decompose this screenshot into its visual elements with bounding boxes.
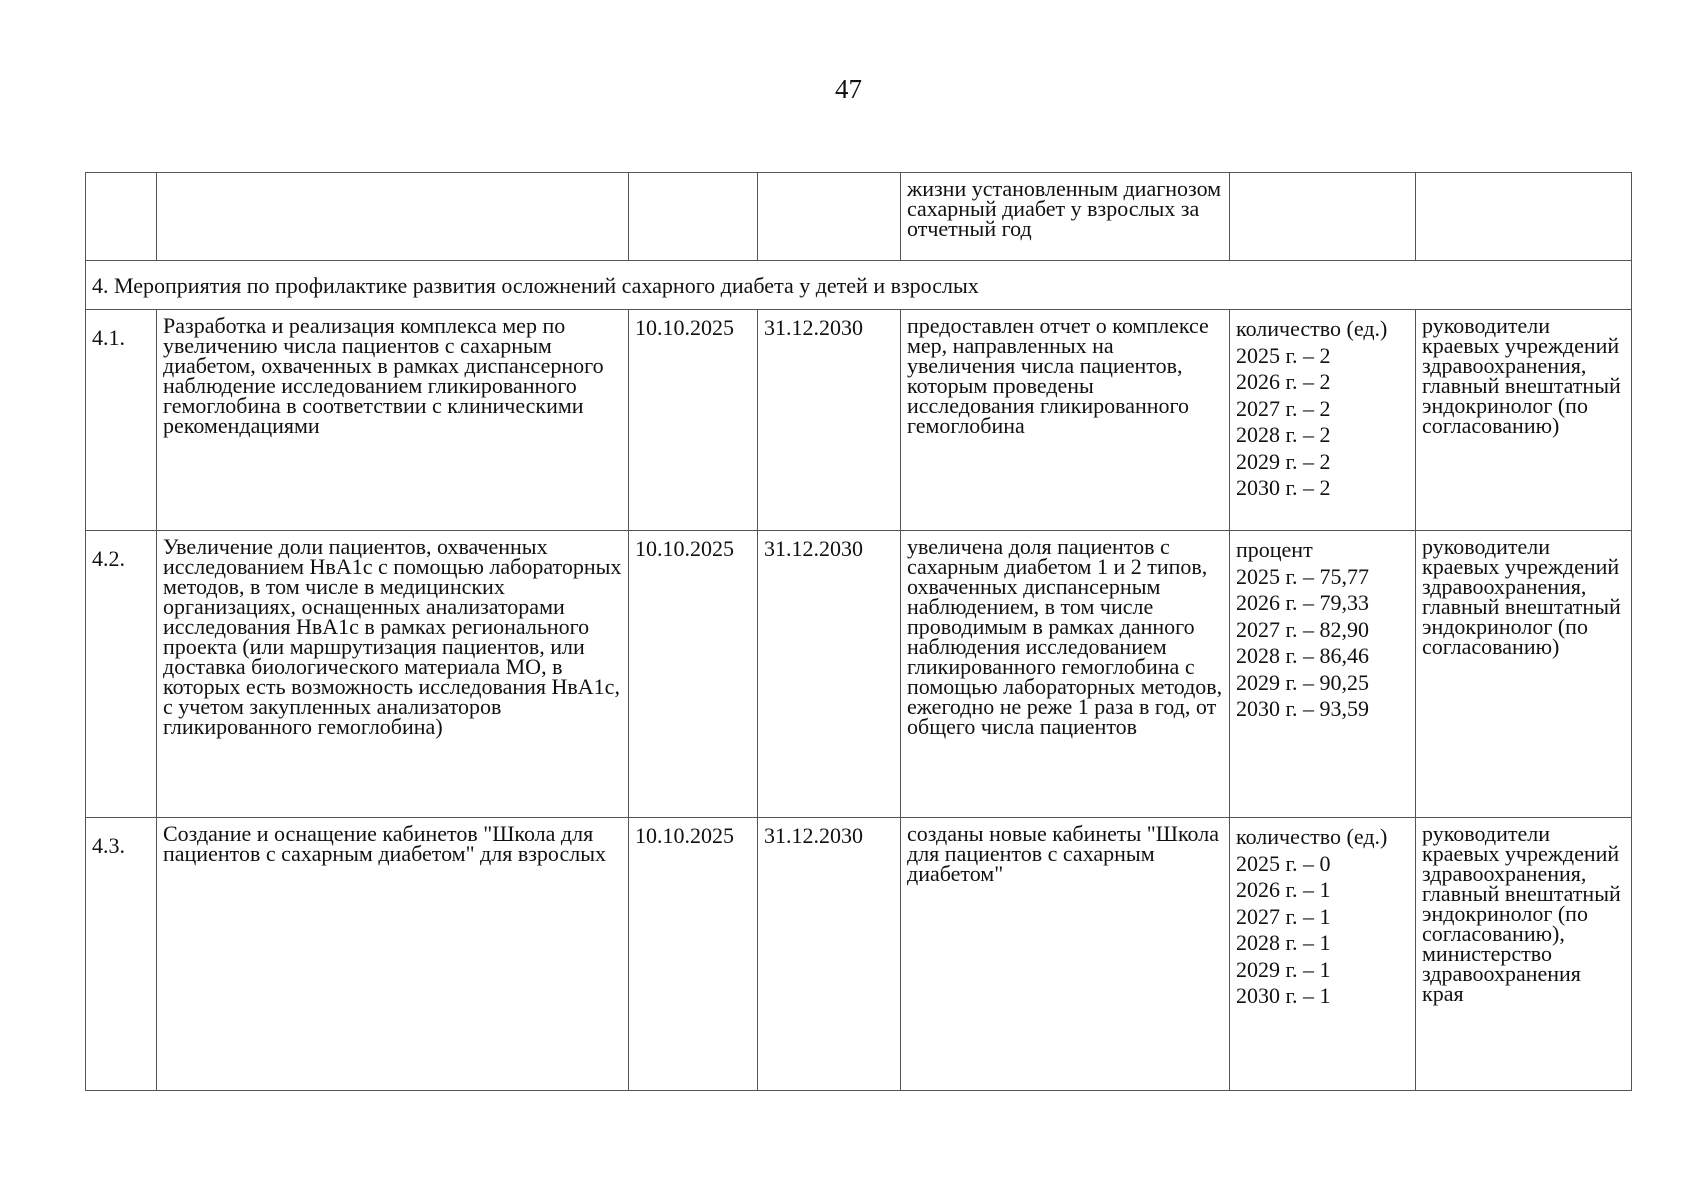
indicator-value: 2025 г. – 75,77	[1236, 563, 1370, 589]
cell-responsible: руководители краевых учреждений здравоохранения, главный внештатный эндокринолог (по согласованию)	[1416, 531, 1632, 818]
cell-start-date: 10.10.2025	[629, 531, 758, 818]
section-title: 4. Мероприятия по профилактике развития осложнений сахарного диабета у детей и взрослых	[86, 261, 1632, 310]
cell-activity: Создание и оснащение кабинетов "Школа для пациентов с сахарным диабетом" для взрослых	[157, 818, 629, 1091]
indicator-unit: процент	[1236, 537, 1313, 562]
cell-result: созданы новые кабинеты "Школа для пациентов с сахарным диабетом"	[901, 818, 1230, 1091]
indicator-value: 2030 г. – 1	[1236, 983, 1331, 1008]
table-row	[86, 818, 1632, 1091]
indicator-value: 2026 г. – 2	[1236, 369, 1331, 394]
indicator-value: 2030 г. – 93,59	[1236, 696, 1370, 721]
cell-responsible	[1416, 173, 1632, 261]
cell-end-date	[758, 173, 901, 261]
table-row	[86, 310, 1632, 531]
indicator-value: 2026 г. – 1	[1236, 877, 1331, 902]
table-row	[86, 531, 1632, 818]
indicator-value: 2030 г. – 2	[1236, 475, 1331, 500]
cell-activity	[157, 173, 629, 261]
cell-result: увеличена доля пациентов с сахарным диабетом 1 и 2 типов, охваченных диспансерным наблюдением, в том числе проводимым в рамках данного наблюдения исследованием гликированного гемоглобина с помощью лабораторных методов, ежегодно не реже 1 раза в год, от общего числа пациентов	[901, 531, 1230, 818]
indicator-value: 2028 г. – 86,46	[1236, 643, 1370, 668]
cell-num	[86, 173, 157, 261]
cell-end-date: 31.12.2030	[758, 310, 901, 531]
cell-activity: Разработка и реализация комплекса мер по увеличению числа пациентов с сахарным диабетом, охваченных в рамках диспансерного наблюдение исследованием гликированного гемоглобина в соответствии с клиническими рекомендациями	[157, 310, 629, 531]
cell-end-date: 31.12.2030	[758, 531, 901, 818]
cell-activity: Увеличение доли пациентов, охваченных исследованием НвА1с с помощью лабораторных методов, в том числе в медицинских организациях, оснащенных анализаторами исследования НвА1с в рамках регионального проекта (или маршрутизация пациентов, или доставка биологического материала МО, в которых есть возможность исследования НвА1с, с учетом закупленных анализаторов гликированного гемоглобина)	[157, 531, 629, 818]
cell-responsible: руководители краевых учреждений здравоохранения, главный внештатный эндокринолог (по согласованию), министерство здравоохранения края	[1416, 818, 1632, 1091]
cell-indicator	[1230, 818, 1416, 1091]
section-header-row	[86, 261, 1632, 310]
indicator-value: 2027 г. – 82,90	[1236, 616, 1370, 642]
table-row-continuation	[86, 173, 1632, 261]
indicator-value: 2026 г. – 79,33	[1236, 590, 1370, 615]
cell-end-date: 31.12.2030	[758, 818, 901, 1091]
cell-result: жизни установленным диагнозом сахарный диабет у взрослых за отчетный год	[901, 173, 1230, 261]
cell-result: предоставлен отчет о комплексе мер, направленных на увеличения числа пациентов, которым проведены исследования гликированного гемоглобина	[901, 310, 1230, 531]
indicator-value: 2029 г. – 90,25	[1236, 669, 1370, 695]
indicator-unit: количество (ед.)	[1236, 316, 1388, 341]
cell-num: 4.2.	[86, 531, 157, 818]
indicator-value: 2029 г. – 2	[1236, 448, 1331, 474]
cell-start-date	[629, 173, 758, 261]
indicator-value: 2028 г. – 2	[1236, 422, 1331, 447]
activities-table	[85, 172, 1632, 1091]
indicator-unit: количество (ед.)	[1236, 824, 1388, 849]
indicator-value: 2027 г. – 1	[1236, 903, 1331, 929]
indicator-value: 2027 г. – 2	[1236, 395, 1331, 421]
cell-num: 4.3.	[86, 818, 157, 1091]
cell-num: 4.1.	[86, 310, 157, 531]
cell-indicator	[1230, 310, 1416, 531]
cell-start-date: 10.10.2025	[629, 818, 758, 1091]
indicator-value: 2025 г. – 0	[1236, 850, 1331, 876]
page-number: 47	[835, 74, 862, 104]
indicator-value: 2028 г. – 1	[1236, 930, 1331, 955]
cell-indicator	[1230, 173, 1416, 261]
cell-responsible: руководители краевых учреждений здравоохранения, главный внештатный эндокринолог (по согласованию)	[1416, 310, 1632, 531]
indicator-value: 2025 г. – 2	[1236, 342, 1331, 368]
cell-start-date: 10.10.2025	[629, 310, 758, 531]
cell-indicator	[1230, 531, 1416, 818]
indicator-value: 2029 г. – 1	[1236, 956, 1331, 982]
